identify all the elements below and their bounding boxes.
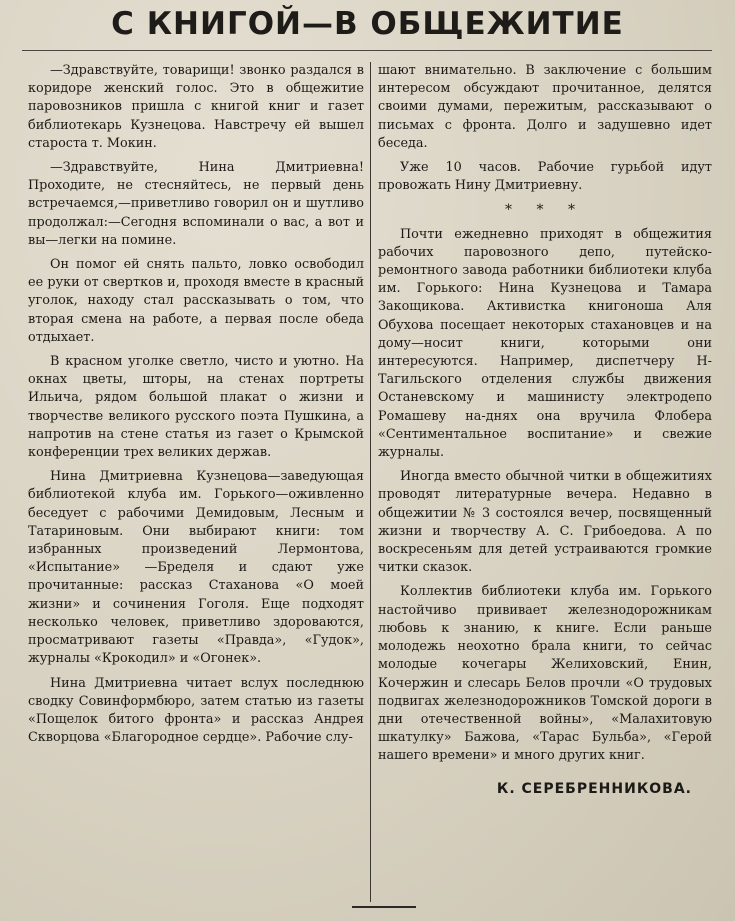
author-signature: К. СЕРЕБРЕННИКОВА.	[496, 780, 692, 797]
paragraph: шают внимательно. В заключение с большим интересом обсуждают прочитанное, делятся своими думами, пережитым, рассказывают о письмах с фронта. Долго и задушевно идет беседа.	[378, 63, 712, 151]
paragraph: Нина Дмитриевна Кузнецова—заведующая библиотекой клуба им. Горького—оживленно беседует с рабочими Демидовым, Лесным и Татариновым. Они выбирают книги: том избранных произведений Лермонтова, «Испытание» —Бределя и сдают уже прочитанные: рассказ Стаханова «О моей жизни» и сочинения Гоголя. Еще подходят несколько человек, приветливо здороваются, просматривают газеты «Правда», «Гудок», журналы «Крокодил» и «Огонек».	[28, 469, 364, 667]
headline: С КНИГОЙ—В ОБЩЕЖИТИЕ	[111, 6, 624, 42]
paragraph: —Здравствуйте, Нина Дмитриевна! Проходите, не стесняйтесь, не первый день встречаемся,—приветливо говорил он и шутливо продолжал:—Сегодня вспоминали о вас, а вот и вы—легки на помине.	[28, 160, 364, 248]
left-column	[28, 62, 364, 747]
paragraph: —Здравствуйте, товарищи! звонко раздался в коридоре женский голос. Это в общежитие паровозников пришла с книгой книг и газет библиотекарь Кузнецова. Навстречу ей вышел староста т. Мокин.	[28, 63, 364, 151]
paragraph: Он помог ей снять пальто, ловко освободил ее руки от свертков и, проходя вместе в красный уголок, находу стал рассказывать о том, что вторая смена на работе, а первая после обеда отдыхает.	[28, 257, 364, 345]
bottom-rule	[352, 906, 416, 908]
right-column	[378, 62, 712, 798]
paragraph: Почти ежедневно приходят в общежития рабочих паровозного депо, путейско-ремонтного завода работники библиотеки клуба им. Горького: Нина Кузнецова и Тамара Закощикова. Активистка книгоноша Аля Обухова посещает некоторых стахановцев и на дому—носит книги, которыми они интересуются. Например, диспетчеру Н-Тагильского отделения службы движения Останевскому и машинисту электродепо Ромашеву на-днях она вручила Флобера «Сентиментальное воспитание» и свежие журналы.	[378, 226, 712, 461]
paragraph: В красном уголке светло, чисто и уютно. На окнах цветы, шторы, на стенах портреты Ильича, рядом большой плакат о жизни и творчестве великого русского поэта Пушкина, а напротив на стене статья из газет о Крымской конференции трех великих держав.	[28, 354, 364, 461]
paragraph: Нина Дмитриевна читает вслух последнюю сводку Совинформбюро, затем статью из газеты «Пощелок битого фронта» и рассказ Андрея Скворцова «Благородное сердце». Рабочие слу-	[28, 675, 364, 746]
paragraph: Иногда вместо обычной читки в общежитиях проводят литературные вечера. Недавно в общежитии № 3 состоялся вечер, посвященный жизни и творчеству А. С. Грибоедова. А по воскресеньям для детей устраиваются громкие читки сказок.	[378, 469, 712, 576]
paragraph: Уже 10 часов. Рабочие гурьбой идут провожать Нину Дмитриевну.	[378, 160, 712, 194]
paragraph: Коллектив библиотеки клуба им. Горького настойчиво прививает железнодорожникам любовь к знанию, к книге. Если раньше молодежь неохотно брала книги, то сейчас молодые кочегары Желиховский, Енин, Кочержин и слесарь Белов прочли «О трудовых подвигах железнодорожников Томской дороги в дни отечественной войны», «Малахитовую шкатулку» Бажова, «Тарас Бульба», «Герой нашего времени» и много других книг.	[378, 584, 712, 764]
headline-rule	[22, 50, 712, 51]
section-separator: * * *	[505, 202, 585, 219]
column-divider	[370, 62, 371, 902]
